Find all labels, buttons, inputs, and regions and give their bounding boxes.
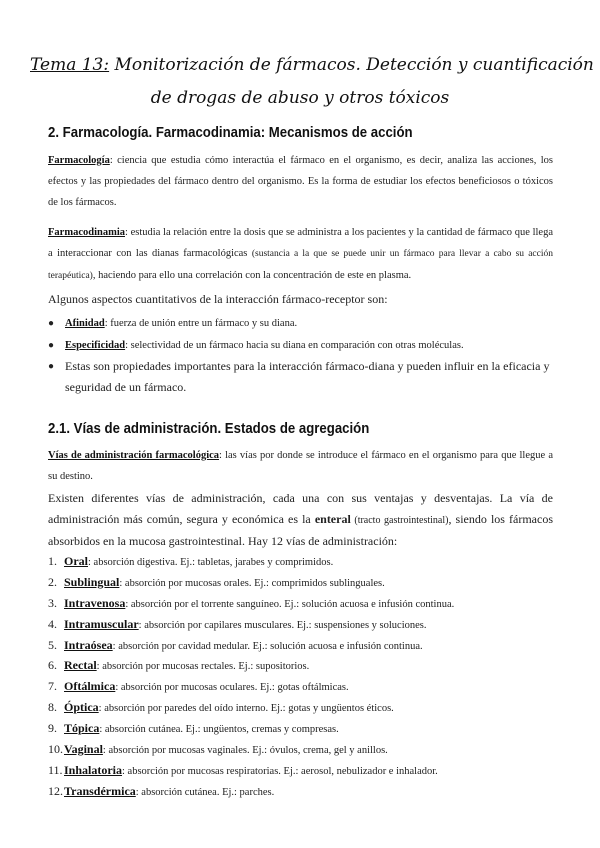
route-term: Inhalatoria	[64, 762, 123, 777]
route-term: Intraósea	[64, 637, 113, 652]
route-item	[48, 655, 568, 676]
route-number: 1.	[48, 554, 57, 568]
route-term: Oftálmica	[64, 679, 116, 694]
route-text: : absorción por capilares musculares. Ej.: suspensiones y soluciones.	[138, 619, 427, 631]
route-term: Oral	[64, 554, 88, 568]
route-item	[48, 551, 568, 572]
route-number: 4.	[48, 616, 57, 631]
route-number: 3.	[48, 595, 57, 610]
existen-text-1: Existen diferentes vías de administración, cada una con sus ventajas y desventajas. La vía de administración más común, segura y económica es la	[48, 491, 553, 526]
route-number: 12.	[48, 783, 63, 798]
route-text: : absorción por mucosas oculares. Ej.: gotas oftálmicas.	[115, 682, 349, 694]
route-item	[48, 676, 568, 697]
route-item	[48, 572, 568, 593]
section-2-1-heading: 2.1. Vías de administración. Estados de agregación	[48, 420, 370, 437]
route-number: 6.	[48, 658, 57, 673]
route-term: Óptica	[64, 700, 99, 715]
route-term: Intramuscular	[64, 616, 139, 631]
routes-list	[48, 551, 568, 802]
route-text: : absorción por mucosas orales. Ej.: comprimidos sublinguales.	[119, 577, 385, 589]
route-number: 10.	[48, 742, 63, 757]
bullet-text: : fuerza de unión entre un fármaco y su diana.	[104, 318, 298, 329]
tema-label: Tema 13:	[30, 55, 110, 75]
bullet-term: Afinidad	[65, 318, 105, 329]
bullet-item	[48, 313, 553, 334]
route-term: Rectal	[64, 658, 97, 673]
bullet-term: Especificidad	[65, 340, 126, 351]
bullet-dot-icon: ●	[48, 318, 55, 329]
document-title-line-1	[30, 55, 594, 75]
route-number: 5.	[48, 637, 57, 652]
route-term: Tópica	[64, 721, 100, 736]
route-item	[48, 614, 568, 635]
route-text: : absorción cutánea. Ej.: ungüentos, cremas y compresas.	[99, 724, 339, 736]
existen-paragraph	[48, 488, 553, 552]
route-term: Transdérmica	[64, 783, 136, 798]
route-text: : absorción por el torrente sanguíneo. Ej.: solución acuosa e infusión continua.	[125, 598, 455, 610]
route-term: Sublingual	[64, 574, 120, 589]
route-item	[48, 760, 568, 781]
route-number: 9.	[48, 721, 57, 736]
farmacodinamia-note: (sustancia a la que se puede unir un fármaco para llevar a cabo su acción terapéutica)	[48, 249, 553, 281]
route-number: 7.	[48, 679, 57, 694]
vias-text: : las vías por donde se introduce el fármaco en el organismo para que llegue a su destino.	[48, 450, 553, 482]
enteral-term: enteral	[314, 512, 351, 526]
route-item	[48, 781, 568, 802]
bullet-text: Estas son propiedades importantes para la interacción fármaco-diana y pueden influir en la eficacia y seguridad de un fármaco.	[65, 359, 550, 394]
route-text: : absorción por mucosas rectales. Ej.: supositorios.	[96, 661, 310, 673]
route-term: Vaginal	[64, 742, 103, 757]
route-number: 2.	[48, 574, 57, 589]
route-text: : absorción por mucosas respiratorias. Ej.: aerosol, nebulizador e inhalador.	[122, 765, 438, 777]
aspects-intro: Algunos aspectos cuantitativos de la interacción fármaco-receptor son:	[48, 292, 388, 306]
route-term: Intravenosa	[64, 595, 126, 610]
farmacologia-text: : ciencia que estudia cómo interactúa el fármaco en el organismo, es decir, analiza las acciones, los efectos y las propiedades del fármaco dentro del organismo. Es la forma de estudiar los efectos beneficiosos o tóxicos de los fármacos.	[48, 155, 553, 208]
bullet-dot-icon: ●	[48, 361, 55, 372]
section-2-heading: 2. Farmacología. Farmacodinamia: Mecanismos de acción	[48, 124, 413, 141]
route-item	[48, 635, 568, 656]
farmacodinamia-text-1: : estudia la relación entre la dosis que se administra a los pacientes y la cantidad de fármaco que llega a interaccionar con las dianas farmacológicas	[48, 227, 553, 259]
bullet-item	[48, 335, 553, 356]
bullet-text: : selectividad de un fármaco hacia su diana en comparación con otras moléculas.	[125, 340, 464, 351]
farmacodinamia-text-2: , haciendo para ello una correlación con la concentración de este en plasma.	[92, 270, 412, 281]
route-text: : absorción cutánea. Ej.: parches.	[135, 786, 275, 798]
route-text: : absorción por paredes del oído interno. Ej.: gotas y ungüentos éticos.	[98, 703, 394, 715]
farmacologia-paragraph	[48, 150, 553, 213]
bullet-item	[48, 356, 553, 398]
title-text-1: Monitorización de fármacos. Detección y cuantificación	[109, 55, 594, 75]
vias-term: Vías de administración farmacológica	[48, 450, 220, 461]
route-text: : absorción digestiva. Ej.: tabletas, jarabes y comprimidos.	[88, 557, 334, 568]
enteral-note: (tracto gastrointestinal)	[350, 515, 449, 526]
farmacodinamia-term: Farmacodinamia	[48, 227, 125, 238]
route-item	[48, 593, 568, 614]
route-item	[48, 739, 568, 760]
route-number: 8.	[48, 700, 57, 715]
route-item	[48, 697, 568, 718]
farmacologia-term: Farmacología	[48, 155, 110, 166]
route-item	[48, 718, 568, 739]
existen-text-2: , siendo los fármacos absorbidos en la mucosa gastrointestinal. Hay 12 vías de administración:	[48, 512, 553, 548]
farmacodinamia-paragraph	[48, 222, 553, 287]
vias-paragraph	[48, 445, 553, 487]
bullet-dot-icon: ●	[48, 340, 55, 351]
route-text: : absorción por mucosas vaginales. Ej.: óvulos, crema, gel y anillos.	[102, 745, 388, 757]
route-number: 11.	[48, 762, 63, 777]
route-text: : absorción por cavidad medular. Ej.: solución acuosa e infusión continua.	[112, 640, 423, 652]
document-title-line-2: de drogas de abuso y otros tóxicos	[150, 88, 450, 108]
